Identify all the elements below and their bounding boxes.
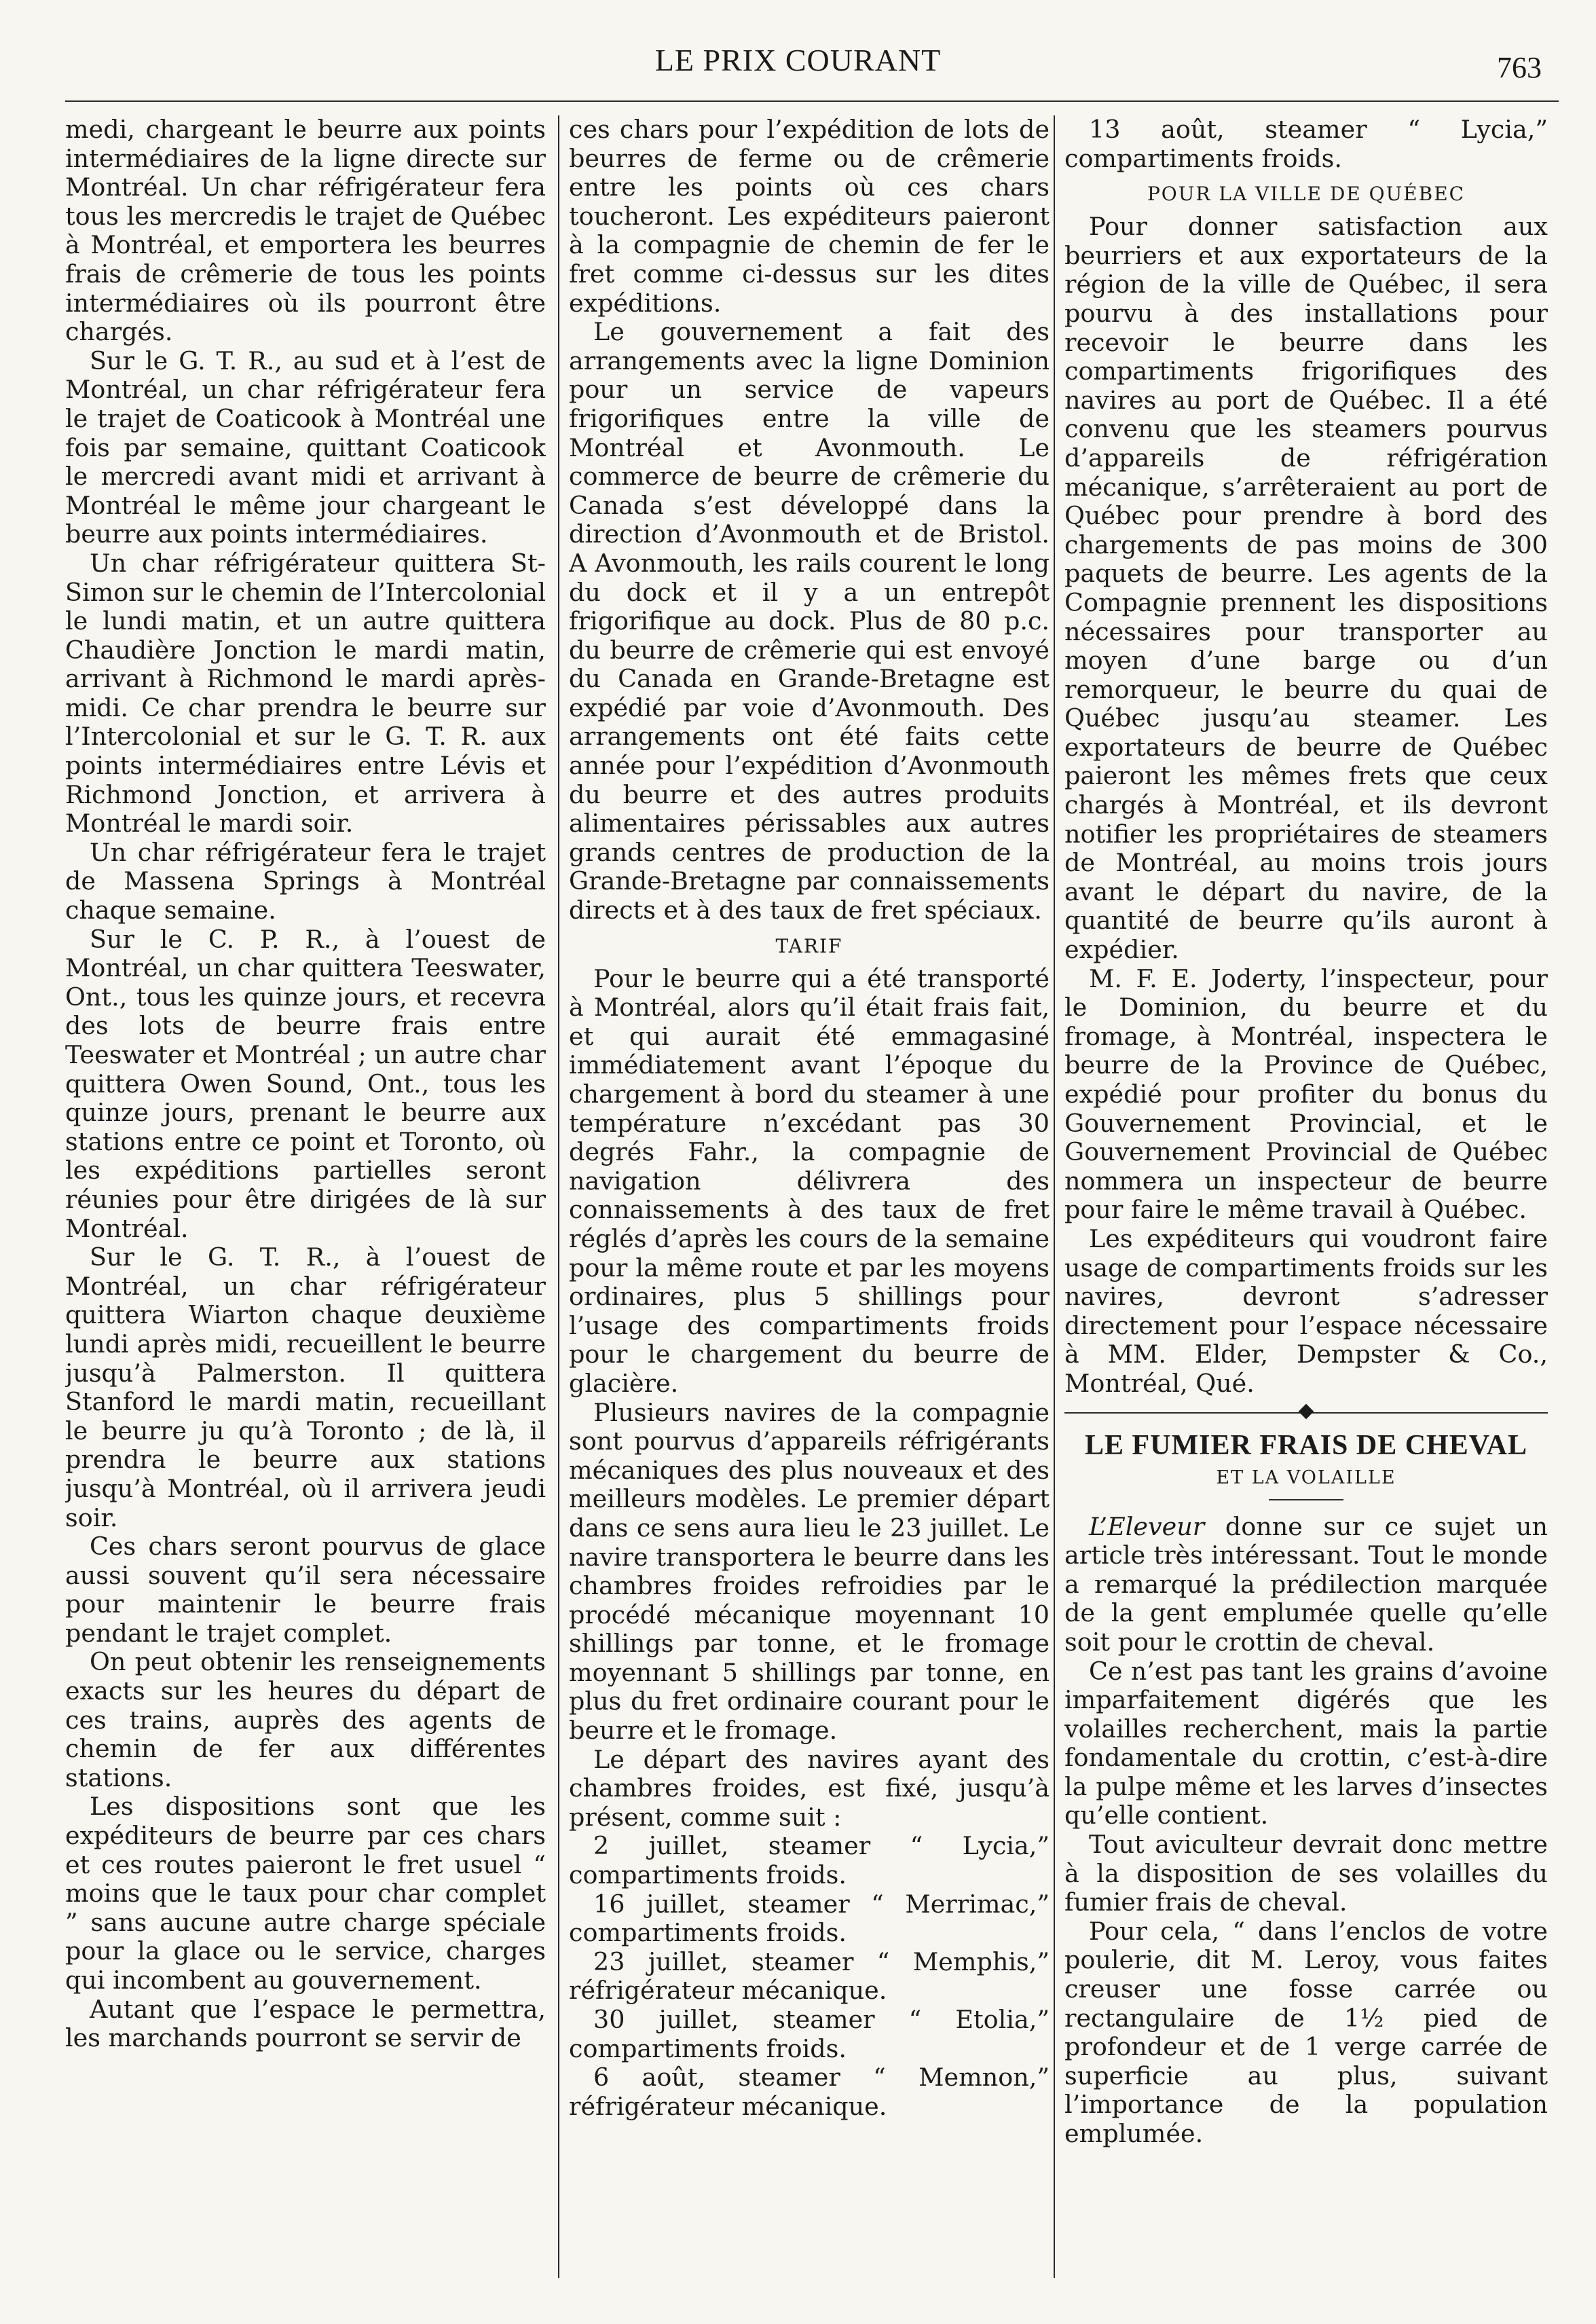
article-subtitle: ET LA VOLAILLE <box>1216 1467 1396 1488</box>
column-1 <box>65 115 546 2295</box>
running-title: LE PRIX COURANT <box>654 43 942 77</box>
sailing-entry: 6 août, steamer “ Memnon,” réfrigérateur mécanique. <box>569 2063 1050 2121</box>
column-3 <box>1064 115 1548 2295</box>
column-2 <box>569 115 1050 2295</box>
paragraph: M. F. E. Joderty, l’inspecteur, pour le Dominion, du beurre et du fromage, à Montréal, inspectera le beurre de la Province de Québec, expédié pour profiter du bonus du Gouvernement Provincial, et le Gouvernement Provincial de Québec nommera un inspecteur de beurre pour faire le même travail à Québec. <box>1064 963 1548 1225</box>
sailing-entry: 30 juillet, steamer “ Etolia,” compartiments froids. <box>569 2005 1050 2063</box>
paragraph: Un char réfrigérateur quittera St-Simon sur le chemin de l’Intercolonial le lundi matin, et un autre quittera Chaudière Jonction le mardi matin, arrivant à Richmond le mardi après-midi. Ce char prendra le beurre sur l’Intercolonial et sur le G. T. R. aux points intermédiaires entre Lévis et Richmond Jonction, et arrivera à Montréal le mardi soir. <box>65 548 546 838</box>
diamond-ornament-icon <box>1299 1403 1314 1419</box>
paragraph: Plusieurs navires de la compagnie sont pourvus d’appareils réfrigérants mécaniques des plus nouveaux et des meilleurs modèles. Le premier départ dans ce sens aura lieu le 23 juillet. Le navire transportera le beurre dans les chambres froides refroidies par le procédé mécanique moyennant 10 shillings par tonne, et le fromage moyennant 5 shillings par tonne, en plus du fret ordinaire courant pour le beurre et le fromage. <box>569 1397 1050 1746</box>
paragraph: Sur le G. T. R., au sud et à l’est de Montréal, un char réfrigérateur fera le trajet de Coaticook à Montréal une fois par semaine, quittant Coaticook le mercredi avant midi et arrivant à Montréal le même jour chargeant le beurre aux points intermédiaires. <box>65 346 546 549</box>
section-subhead-quebec: POUR LA VILLE DE QUÉBEC <box>1147 183 1466 206</box>
sailing-entry: 2 juillet, steamer “ Lycia,” compartiments froids. <box>569 1831 1050 1890</box>
column-divider-1 <box>558 115 559 2278</box>
paragraph: Un char réfrigérateur fera le trajet de Massena Springs à Montréal chaque semaine. <box>65 837 546 925</box>
paragraph: Tout aviculteur devrait donc mettre à la disposition de ses volailles du fumier frais de cheval. <box>1064 1830 1548 1917</box>
paragraph: Ce n’est pas tant les grains d’avoine imparfaitement digérés que les volailles recherchent, mais la partie fondamentale du crottin, c’est-à-dire la pulpe même et les larves d’insectes qu’elle contient. <box>1064 1656 1548 1830</box>
column-divider-2 <box>1054 115 1055 2278</box>
paragraph: Les expéditeurs qui voudront faire usage de compartiments froids sur les navires, devront s’adresser directement pour l’espace nécessaire à MM. Elder, Dempster & Co., Montréal, Qué. <box>1064 1223 1548 1398</box>
page-number: 763 <box>1497 51 1542 84</box>
sailing-entry: 16 juillet, steamer “ Merrimac,” compartiments froids. <box>569 1889 1050 1948</box>
section-subhead-tarif: TARIF <box>775 934 843 957</box>
running-header <box>0 42 1596 90</box>
paragraph: ces chars pour l’expédition de lots de beurres de ferme ou de crêmerie entre les points où ces chars toucheront. Les expéditeurs paieront à la compagnie de chemin de fer le fret comme ci-dessus sur les dites expéditions. <box>569 115 1050 318</box>
article-separator <box>1064 1404 1548 1422</box>
paragraph: Pour cela, “ dans l’enclos de votre poulerie, dit M. Leroy, vous faites creuser une fosse carrée ou rectangulaire de 1½ pied de profondeur et de 1 verge carrée de superficie au plus, suivant l’importance de la population emplumée. <box>1064 1916 1548 2148</box>
paragraph <box>1064 1513 1548 1657</box>
paragraph: Sur le C. P. R., à l’ouest de Montréal, un char quittera Teeswater, Ont., tous les quinze jours, et recevra des lots de beurre frais entre Teeswater et Montréal ; un autre char quittera Owen Sound, Ont., tous les quinze jours, prenant le beurre aux stations entre ce point et Toronto, où les expéditions partielles seront réunies pour être dirigées de là sur Montréal. <box>65 924 546 1243</box>
paragraph: Pour le beurre qui a été transporté à Montréal, alors qu’il était frais fait, et qui aurait été emmagasiné immédiatement avant l’époque du chargement à bord du steamer à une température n’excédant pas 30 degrés Fahr., la compagnie de navigation délivrera des connaissements à des taux de fret réglés d’après les cours de la semaine pour la même route et par les moyens ordinaires, plus 5 shillings pour l’usage des compartiments froids pour le chargement du beurre de glacière. <box>569 963 1050 1398</box>
paragraph: Le départ des navires ayant des chambres froides, est fixé, jusqu’à présent, comme suit : <box>569 1744 1050 1832</box>
paragraph: Le gouvernement a fait des arrangements avec la ligne Dominion pour un service de vapeurs frigorifiques entre la ville de Montréal et Avonmouth. Le commerce de beurre de crêmerie du Canada s’est développé dans la direction d’Avonmouth et de Bristol. A Avonmouth, les rails courent le long du dock et il y a un entrepôt frigorifique au dock. Plus de 80 p.c. du beurre de crêmerie qui est envoyé du Canada en Grande-Bretagne est expédié par voie d’Avonmouth. Des arrangements ont été faits cette année pour l’expédition d’Avonmouth du beurre et des autres produits alimentaires périssables aux autres grands centres de production de la Grande-Bretagne par connaissements directs et à des taux de fret spéciaux. <box>569 317 1050 925</box>
paragraph: medi, chargeant le beurre aux points intermédiaires de la ligne directe sur Montréal. Un char réfrigérateur fera tous les mercredis le trajet de Québec à Montréal, et emportera les beurres frais de crêmerie de tous les points intermédiaires où ils pourront être chargés. <box>65 115 546 347</box>
title-rule <box>1269 1499 1343 1500</box>
paragraph: Sur le G. T. R., à l’ouest de Montréal, un char réfrigérateur quittera Wiarton chaque deuxième lundi après midi, recueillent le beurre jusqu’à Palmerston. Il quittera Stanford le mardi matin, recueillant le beurre ju qu’à Toronto ; de là, il prendra le beurre aux stations jusqu’à Montréal, où il arrivera jeudi soir. <box>65 1242 546 1532</box>
paragraph: Les dispositions sont que les expéditeurs de beurre par ces chars et ces routes paieront le fret usuel “ moins que le taux pour char complet ” sans aucune autre charge spéciale pour la glace ou le service, charges qui incombent au gouvernement. <box>65 1792 546 1995</box>
paragraph: Pour donner satisfaction aux beurriers et aux exportateurs de la région de la ville de Québec, il sera pourvu à des installations pour recevoir le beurre dans les compartiments frigorifiques des navires au port de Québec. Il a été convenu que les steamers pourvus d’appareils de réfrigération mécanique, s’arrêteraient au port de Québec pour prendre à bord des chargements de pas moins de 300 paquets de beurre. Les agents de la Compagnie prennent les dispositions nécessaires pour transporter au moyen d’une barge ou d’un remorqueur, le beurre du quai de Québec jusqu’au steamer. Les exportateurs de beurre de Québec paieront les mêmes frets que ceux chargés à Montréal, et ils devront notifier les propriétaires de steamers de Montréal, au moins trois jours avant le départ du navire, de la quantité de beurre qu’ils auront à expédier. <box>1064 212 1548 965</box>
article-title: LE FUMIER FRAIS DE CHEVAL <box>1085 1429 1527 1461</box>
source-name: L’Eleveur <box>1089 1511 1205 1541</box>
paragraph: On peut obtenir les renseignements exacts sur les heures du départ de ces trains, auprès des agents de chemin de fer aux différentes stations. <box>65 1647 546 1792</box>
sailing-entry: 13 août, steamer “ Lycia,” compartiments froids. <box>1064 115 1548 173</box>
header-rule <box>65 100 1559 102</box>
paragraph-text: donne sur ce sujet un article très intéressant. Tout le monde a remarqué la prédilection marquée de la gent emplumée quelle qu’elle soit pour le crottin de cheval. <box>1064 1511 1548 1657</box>
paragraph: Ces chars seront pourvus de glace aussi souvent qu’il sera nécessaire pour maintenir le beurre frais pendant le trajet complet. <box>65 1532 546 1648</box>
sailing-entry: 23 juillet, steamer “ Memphis,” réfrigérateur mécanique. <box>569 1947 1050 2006</box>
paragraph: Autant que l’espace le permettra, les marchands pourront se servir de <box>65 1994 546 2053</box>
